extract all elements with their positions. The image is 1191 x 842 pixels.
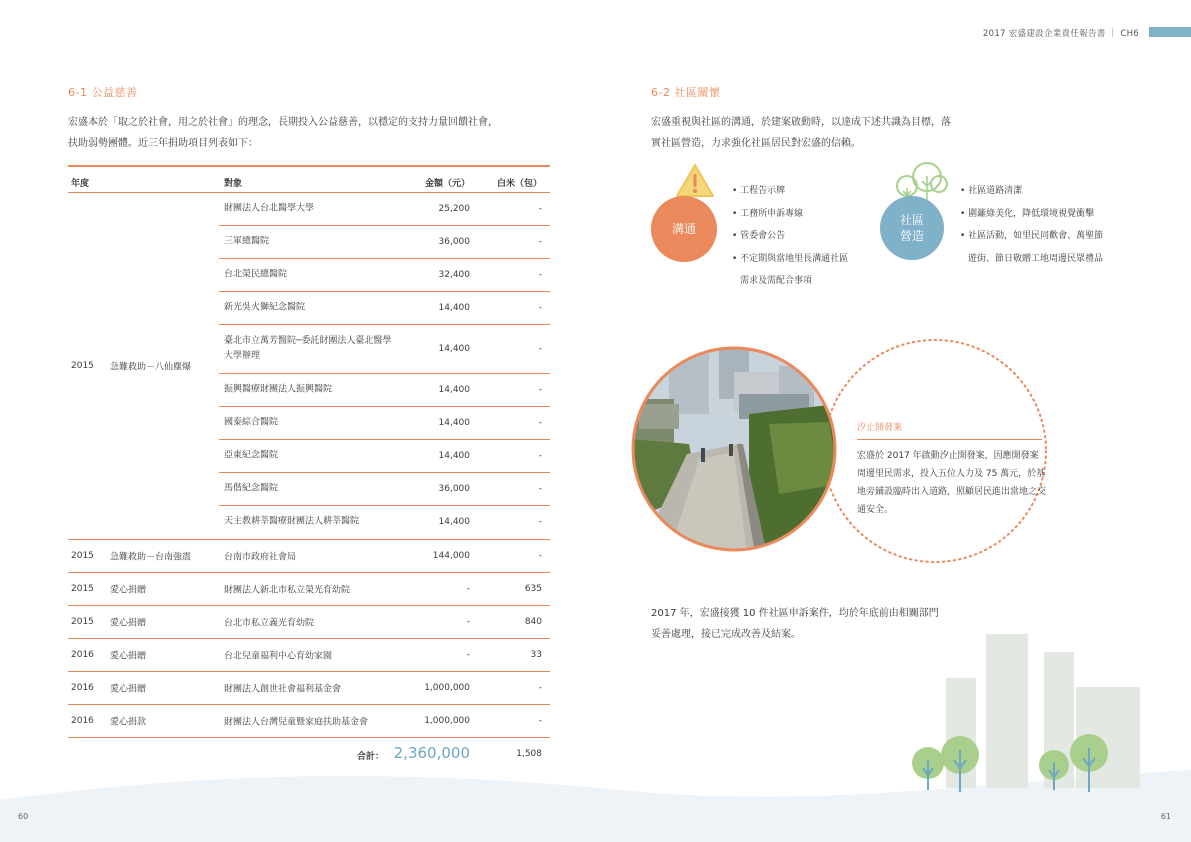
group-subject: 急難救助－八仙塵爆 [110, 362, 192, 372]
header-accent-bar [1149, 27, 1191, 37]
list-item: 遊街、節日敬贈工地周邊民眾禮品 [968, 253, 1104, 264]
table-row: 2016 愛心捐贈 台北兒童福利中心育幼家園 - 33 [68, 639, 550, 672]
page-number-left: 60 [18, 812, 29, 821]
table-header-row [68, 167, 550, 193]
community-closing: 2017 年，宏盛接獲 10 件社區申訴案件，均於年底前由相關部門 妥善處理，接已完成改善及結案。 [651, 608, 939, 640]
header-year: 年度 [71, 178, 90, 189]
header-rice: 白米（包） [496, 178, 542, 189]
list-item: • 管委會公告 [732, 231, 786, 241]
table-row: 新光吳火獅紀念醫院 14,400 - [219, 292, 550, 325]
header-target: 對象 [224, 178, 243, 189]
list-item: • 工程告示牌 [732, 186, 786, 196]
report-header-title: 2017 宏盛建設企業責任報告書 ｜ CH6 [982, 29, 1139, 39]
table-row: 台北榮民總醫院 32,400 - [219, 259, 550, 292]
list-item: • 社區道路清潔 [960, 186, 1023, 196]
table-group-2015-kaleidoscope [68, 193, 550, 540]
communicate-badge: 溝通 [651, 196, 717, 262]
tree-icon [893, 160, 949, 202]
communicate-list [732, 180, 848, 293]
list-item: • 圍籬綠美化，降低環境視覺衝擊 [960, 208, 1095, 219]
table-row: 臺北市立萬芳醫院─委託財團法人臺北醫學大學辦理 14,400 - [219, 325, 550, 374]
charity-intro: 宏盛本於「取之於社會，用之於社會」的理念，長期投入公益慈善，以穩定的支持力量回饋社會， 扶助弱勢團體。近三年捐助項目列表如下： [68, 117, 498, 149]
total-amount: 2,360,000 [393, 743, 470, 762]
warning-icon [675, 163, 715, 199]
table-row: 馬偕紀念醫院 36,000 - [219, 473, 550, 506]
table-row: 財團法人台北醫學大學 25,200 - [219, 193, 550, 226]
case-description: 宏盛於 2017 年啟動汐止開發案，因應開發案周邊里民需求，投入五位人力及 75 萬元，於基地旁鋪設臨時出入道路，照顧居民進出當地之交通安全。 [857, 451, 1047, 515]
section-title-community: 6-2 社區關懷 [651, 86, 721, 99]
table-row: 國泰綜合醫院 14,400 - [219, 407, 550, 440]
table-row: 2016 愛心捐款 財團法人台灣兒童暨家庭扶助基金會 1,000,000 - [68, 705, 550, 738]
table-row: 2015 急難救助－台南強震 台南市政府社會局 144,000 - [68, 540, 550, 573]
total-rice: 1,508 [516, 748, 542, 759]
section-title-charity: 6-1 公益慈善 [68, 86, 138, 99]
list-item: • 不定期與當地里長溝通社區 [732, 253, 849, 264]
community-badge: 社區 營造 [880, 196, 944, 260]
table-row: 三軍總醫院 36,000 - [219, 226, 550, 259]
table-row: 2015 愛心捐贈 台北市私立義光育幼院 - 840 [68, 606, 550, 639]
donation-table [68, 165, 550, 772]
group-year: 2015 [71, 360, 94, 371]
table-row: 2015 愛心捐贈 財團法人新北市私立榮光育幼院 - 635 [68, 573, 550, 606]
header-amount: 金額（元） [424, 178, 470, 189]
total-label: 合計： [356, 751, 384, 762]
table-row: 2016 愛心捐贈 財團法人創世社會福利基金會 1,000,000 - [68, 672, 550, 705]
list-item: 需求及需配合事項 [740, 276, 813, 286]
case-divider [857, 439, 1042, 440]
table-row: 亞東紀念醫院 14,400 - [219, 440, 550, 473]
table-row: 振興醫療財團法人振興醫院 14,400 - [219, 374, 550, 407]
community-list [960, 180, 1103, 270]
list-item: • 社區活動，如里民同歡會、萬聖節 [960, 231, 1104, 241]
construction-site-photo [629, 344, 839, 554]
table-total-row [68, 738, 550, 772]
list-item: • 工務所申訴專線 [732, 208, 804, 219]
case-title: 汐止開發案 [857, 423, 903, 433]
table-row: 天主教耕莘醫療財團法人耕莘醫院 14,400 - [224, 516, 542, 527]
community-intro: 宏盛重視與社區的溝通，於建案啟動時，以達成下述共識為目標，落 實社區營造，力求強化社區居民對宏盛的信賴。 [651, 117, 951, 149]
page-number-right: 61 [1160, 812, 1171, 821]
